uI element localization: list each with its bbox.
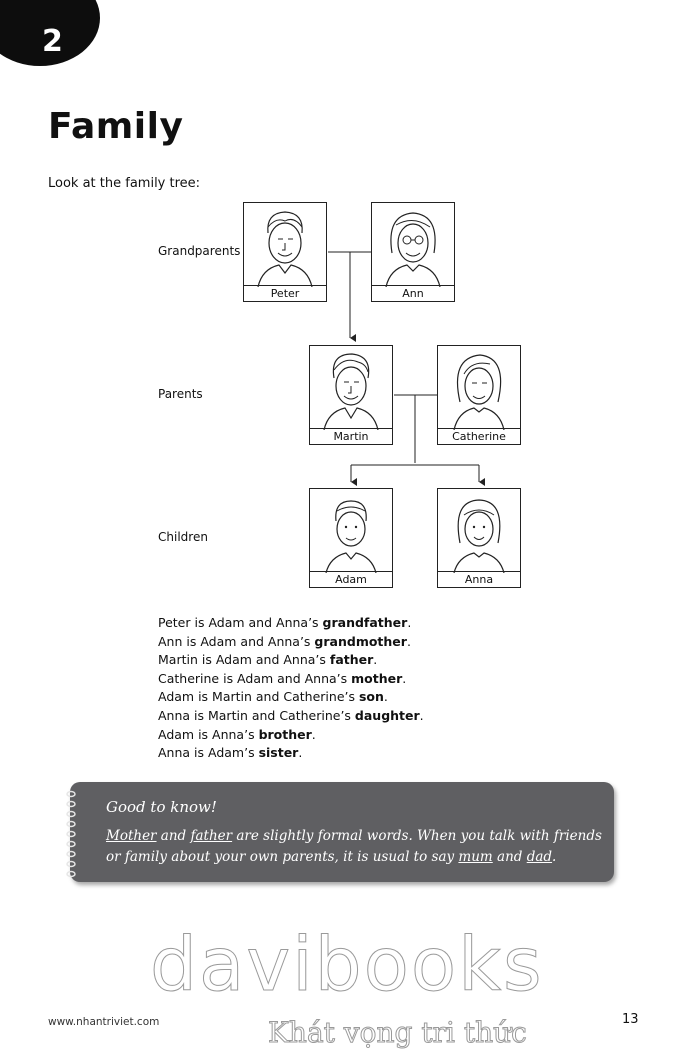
fact-line: Martin is Adam and Anna’s father.: [158, 652, 378, 668]
note-heading: Good to know!: [106, 798, 217, 816]
intro-text: Look at the family tree:: [48, 176, 201, 191]
good-to-know-note: [70, 782, 614, 882]
person-name: Catherine: [438, 428, 520, 444]
person-name: Anna: [438, 571, 520, 587]
person-name: Peter: [244, 285, 326, 301]
fact-line: Adam is Martin and Catherine’s son.: [158, 689, 388, 705]
label-grandparents: Grandparents: [158, 244, 241, 258]
family-facts-list: [158, 614, 424, 763]
person-card-ann: [371, 202, 455, 302]
watermark-logo: davibooks: [150, 922, 544, 1008]
fact-line: Anna is Martin and Catherine’s daughter.: [158, 707, 424, 723]
fact-line: Ann is Adam and Anna’s grandmother.: [158, 633, 411, 649]
son-portrait-icon: [310, 489, 392, 573]
person-name: Adam: [310, 571, 392, 587]
fact-line: Adam is Anna’s brother.: [158, 726, 316, 742]
notebook-spiral-icon: [64, 788, 78, 878]
person-card-anna: [437, 488, 521, 588]
father-portrait-icon: [310, 346, 392, 430]
unit-number: 2: [42, 24, 63, 59]
page-title: Family: [48, 106, 184, 147]
person-name: Ann: [372, 285, 454, 301]
daughter-portrait-icon: [438, 489, 520, 573]
note-text: Mother and father are slightly formal words. When you talk with friends or family about your own parents, it is usual to say mum and dad.: [106, 828, 602, 865]
person-card-adam: [309, 488, 393, 588]
label-parents: Parents: [158, 387, 203, 401]
grandmother-portrait-icon: [372, 203, 454, 287]
person-card-catherine: [437, 345, 521, 445]
grandfather-portrait-icon: [244, 203, 326, 287]
person-name: Martin: [310, 428, 392, 444]
person-card-peter: [243, 202, 327, 302]
label-children: Children: [158, 530, 208, 544]
fact-line: Peter is Adam and Anna’s grandfather.: [158, 615, 412, 630]
page-number: 13: [622, 1012, 639, 1027]
fact-line: Anna is Adam’s sister.: [158, 745, 303, 761]
footer-url: www.nhantriviet.com: [48, 1016, 160, 1028]
person-card-martin: [309, 345, 393, 445]
watermark-slogan: Khát vọng tri thức: [268, 1016, 527, 1049]
mother-portrait-icon: [438, 346, 520, 430]
fact-line: Catherine is Adam and Anna’s mother.: [158, 670, 407, 686]
